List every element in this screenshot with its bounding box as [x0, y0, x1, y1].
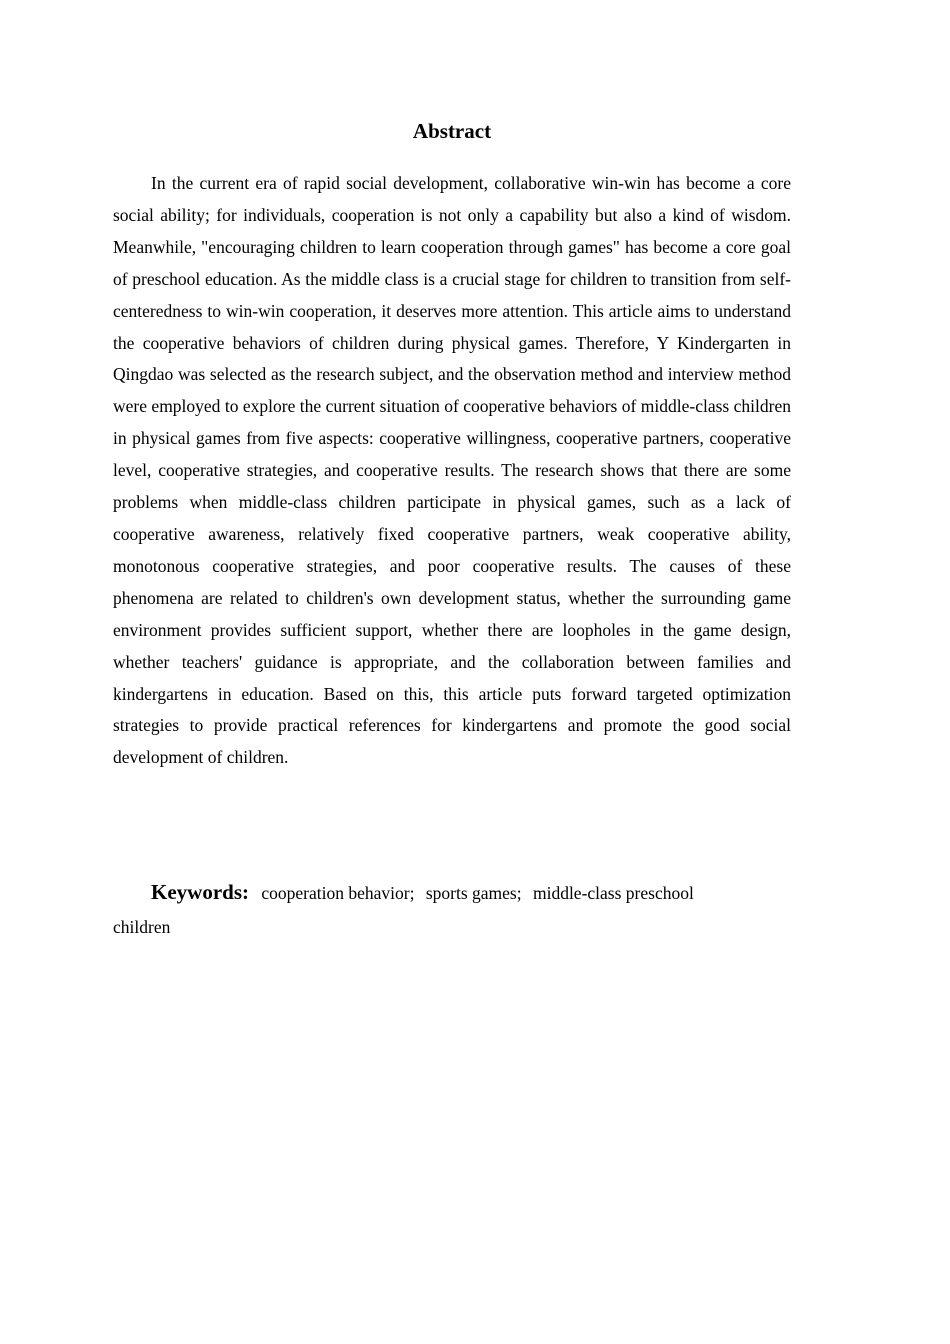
abstract-body: In the current era of rapid social development, collaborative win-win has become a core social ability; for individuals, cooperation is not only a capability but also a kind of wisdom. Meanwhile, "encouraging children to learn cooperation through games" has become a core goal of preschool education. As the middle class is a crucial stage for children to transition from self-centeredness to win-win cooperation, it deserves more attention. This article aims to understand the cooperative behaviors of children during physical games. Therefore, Y Kindergarten in Qingdao was selected as the research subject, and the observation method and interview method were employed to explore the current situation of cooperative behaviors of middle-class children in physical games from five aspects: cooperative willingness, cooperative partners, cooperative level, cooperative strategies, and cooperative results. The research shows that there are some problems when middle-class children participate in physical games, such as a lack of cooperative awareness, relatively fixed cooperative partners, weak cooperative ability, monotonous cooperative strategies, and poor cooperative results. The causes of these phenomena are related to children's own development status, whether the surrounding game environment provides sufficient support, whether there are loopholes in the game design, whether teachers' guidance is appropriate, and the collaboration between families and kindergartens in education. Based on this, this article puts forward targeted optimization strategies to provide practical references for kindergartens and promote the good social development of children. — [113, 173, 791, 768]
keyword-item: cooperation behavior; — [261, 883, 415, 903]
keyword-item: sports games; — [425, 883, 522, 903]
keywords-line — [113, 875, 753, 944]
keyword-item: middle-class preschool children — [113, 883, 694, 937]
abstract-title: Abstract — [412, 119, 492, 143]
keywords-label: Keywords: — [151, 880, 249, 904]
